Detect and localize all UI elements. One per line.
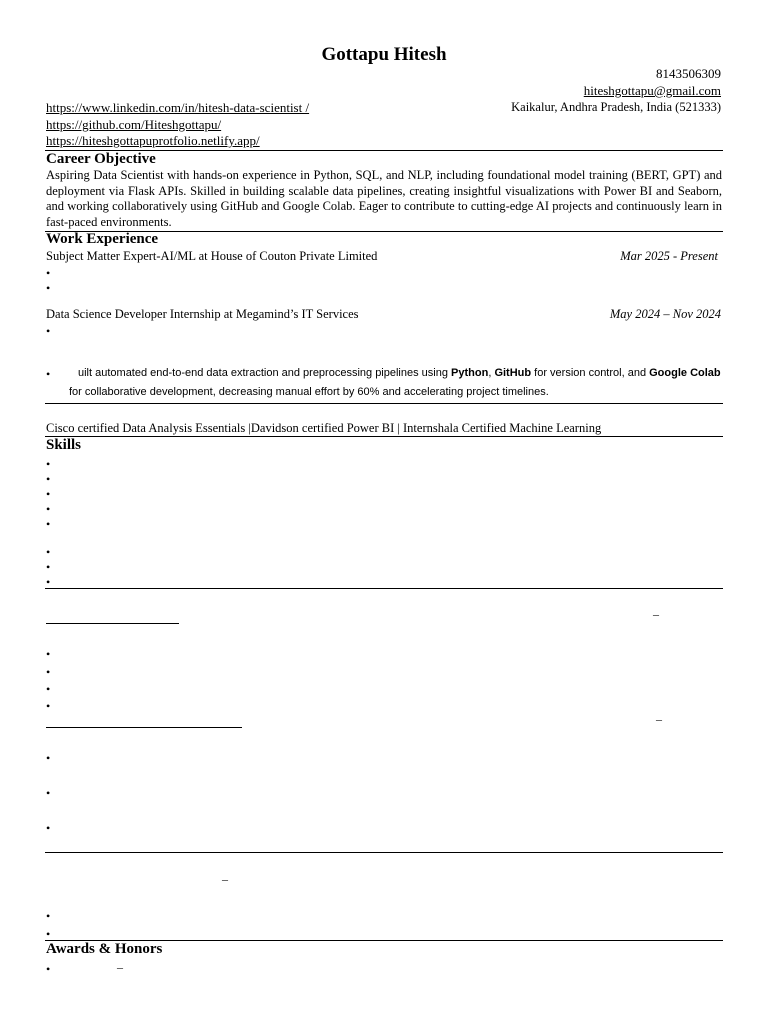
awards-heading: Awards & Honors	[46, 941, 163, 957]
bullet: •	[46, 502, 51, 516]
bullet: •	[46, 927, 51, 941]
divider	[45, 436, 723, 437]
dash: –	[656, 712, 662, 726]
bullet: •	[46, 266, 51, 280]
career-objective-text: Aspiring Data Scientist with hands-on experience in Python, SQL, and NLP, including foundational model training (BERT, GPT) and deployment via Flask APIs. Skilled in building scalable data pipelines, creating insightful visualizations with Power BI and Seaborn, and working collaboratively using GitHub and Google Colab. Eager to contribute to cutting-edge AI projects and continuously learn in fast-paced environments.	[46, 168, 722, 229]
career-objective-heading: Career Objective	[46, 151, 156, 167]
bullet: •	[46, 487, 51, 501]
portfolio-link[interactable]: https://hiteshgottapuprotfolio.netlify.app/	[46, 133, 260, 148]
bullet: •	[46, 786, 51, 800]
underline	[46, 623, 179, 624]
bullet: •	[46, 560, 51, 574]
bullet: •	[46, 324, 51, 338]
job-title: Data Science Developer Internship at Megamind’s IT Services	[46, 307, 359, 321]
bullet: •	[46, 457, 51, 471]
dash: –	[117, 960, 123, 974]
bullet: •	[46, 575, 51, 589]
bullet: •	[46, 472, 51, 486]
bullet: •	[46, 751, 51, 765]
bullet: •	[46, 281, 51, 295]
location: Kaikalur, Andhra Pradesh, India (521333)	[511, 100, 721, 114]
bullet: •	[46, 665, 51, 679]
bullet: •	[46, 517, 51, 531]
certifications-line: Cisco certified Data Analysis Essentials |Davidson certified Power BI | Internshala Certified Machine Learning	[46, 421, 602, 435]
skills-heading: Skills	[46, 437, 82, 453]
divider	[45, 852, 723, 853]
bullet: •	[46, 909, 51, 923]
bullet: •	[46, 367, 51, 381]
dash: –	[222, 872, 228, 886]
job-dates: Mar 2025 - Present	[620, 249, 718, 263]
phone-number: 8143506309	[656, 66, 721, 81]
job-title: Subject Matter Expert-AI/ML at House of Couton Private Limited	[46, 249, 378, 263]
linkedin-link[interactable]: https://www.linkedin.com/in/hitesh-data-scientist /	[46, 100, 310, 115]
dash: –	[653, 607, 659, 621]
bullet: •	[46, 682, 51, 696]
divider	[45, 588, 723, 589]
candidate-name: Gottapu Hitesh	[321, 44, 447, 65]
bullet: •	[46, 699, 51, 713]
job-dates: May 2024 – Nov 2024	[609, 307, 721, 321]
bullet: •	[46, 545, 51, 559]
email-link[interactable]: hiteshgottapu@gmail.com	[583, 83, 721, 98]
work-experience-heading: Work Experience	[46, 231, 159, 247]
bullet: •	[46, 962, 51, 976]
github-link[interactable]: https://github.com/Hiteshgottapu/	[46, 117, 222, 132]
underline	[46, 727, 242, 728]
divider	[45, 403, 723, 404]
job-bullet-text: uilt automated end-to-end data extraction and preprocessing pipelines using Python, GitHub for version control, and Google Colab for collaborative development, decreasing manual effort by 60% and accelerating project timelines.	[69, 367, 721, 398]
bullet: •	[46, 647, 51, 661]
bullet: •	[46, 821, 51, 835]
